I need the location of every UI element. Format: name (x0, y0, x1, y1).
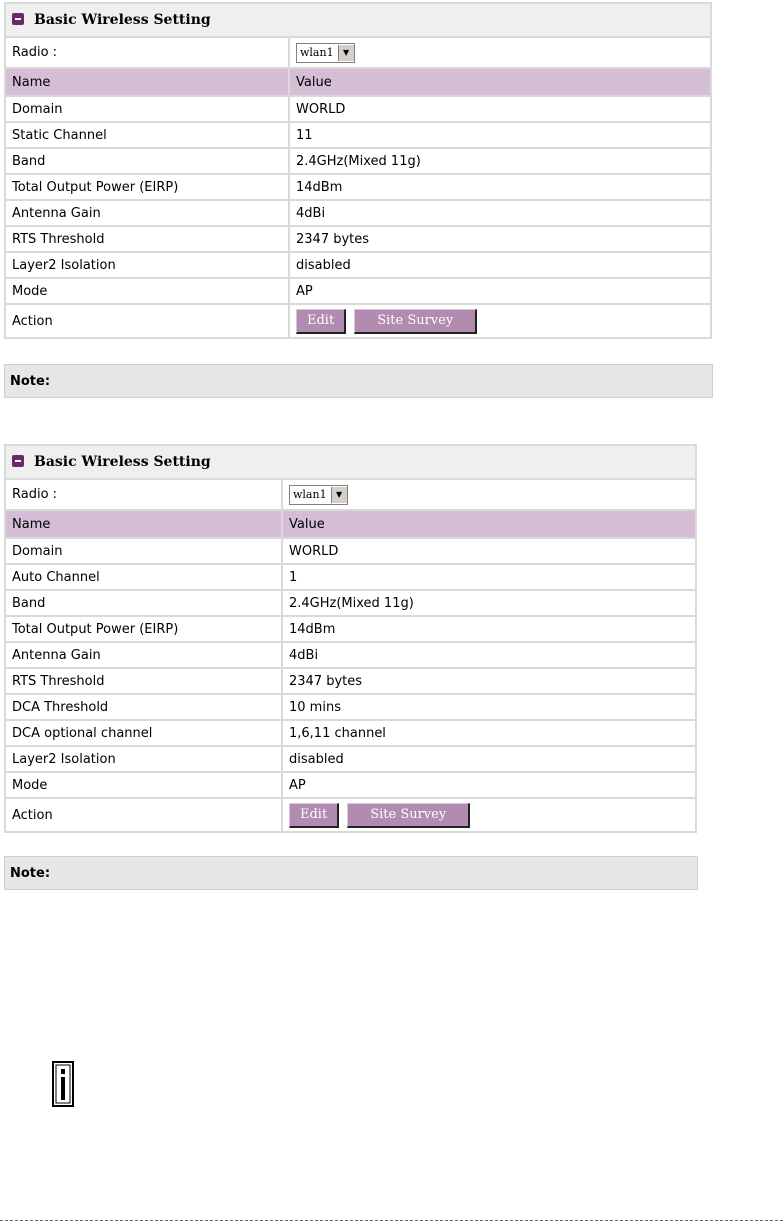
row-name: DCA optional channel (5, 720, 282, 746)
table-row (5, 746, 696, 772)
radio-select[interactable] (289, 485, 348, 505)
radio-value-cell (282, 479, 696, 510)
row-value: 2.4GHz(Mixed 11g) (289, 148, 711, 174)
row-value: 4dBi (282, 642, 696, 668)
table-row (5, 694, 696, 720)
table-row (5, 590, 696, 616)
row-name: Mode (5, 278, 289, 304)
row-name: Band (5, 148, 289, 174)
row-value: 2347 bytes (282, 668, 696, 694)
radio-select[interactable] (296, 43, 355, 63)
row-value: 4dBi (289, 200, 711, 226)
action-row (5, 304, 711, 338)
column-header-row (5, 68, 711, 96)
row-value: WORLD (282, 538, 696, 564)
radio-value-cell (289, 37, 711, 68)
table-row (5, 96, 711, 122)
table-row (5, 174, 711, 200)
panel-title: Basic Wireless Setting (34, 12, 211, 28)
value-header: Value (289, 68, 711, 96)
row-name: Mode (5, 772, 282, 798)
chevron-down-icon[interactable]: ▼ (338, 45, 354, 61)
row-name: Domain (5, 96, 289, 122)
panel-header (5, 445, 696, 479)
panel-title-cell (5, 445, 696, 479)
edit-button[interactable]: Edit (296, 309, 346, 334)
radio-row (5, 479, 696, 510)
row-value: AP (289, 278, 711, 304)
row-value: 2347 bytes (289, 226, 711, 252)
note-bar: Note: (4, 364, 713, 398)
row-value: 1 (282, 564, 696, 590)
row-name: Auto Channel (5, 564, 282, 590)
table-row (5, 668, 696, 694)
radio-label: Radio : (5, 37, 289, 68)
info-icon (51, 1060, 75, 1108)
row-value: 14dBm (289, 174, 711, 200)
row-name: Band (5, 590, 282, 616)
minus-square-icon[interactable] (12, 455, 24, 467)
site-survey-button[interactable]: Site Survey (354, 309, 477, 334)
row-value: disabled (282, 746, 696, 772)
row-value: 10 mins (282, 694, 696, 720)
action-cell (289, 304, 711, 338)
row-name: Antenna Gain (5, 200, 289, 226)
basic-wireless-panel-1 (4, 2, 712, 339)
row-name: Layer2 Isolation (5, 746, 282, 772)
action-label: Action (5, 304, 289, 338)
row-name: RTS Threshold (5, 226, 289, 252)
radio-row (5, 37, 711, 68)
basic-wireless-panel-2 (4, 444, 697, 833)
table-row (5, 772, 696, 798)
minus-square-icon[interactable] (12, 13, 24, 25)
site-survey-button[interactable]: Site Survey (347, 803, 470, 828)
table-row (5, 278, 711, 304)
radio-select-value: wlan1 (293, 488, 327, 501)
row-value: AP (282, 772, 696, 798)
value-header: Value (282, 510, 696, 538)
settings-table (4, 2, 712, 339)
name-header: Name (5, 68, 289, 96)
edit-button[interactable]: Edit (289, 803, 339, 828)
action-row (5, 798, 696, 832)
table-row (5, 538, 696, 564)
row-value: 11 (289, 122, 711, 148)
table-row (5, 122, 711, 148)
row-name: Total Output Power (EIRP) (5, 174, 289, 200)
table-row (5, 148, 711, 174)
chevron-down-icon[interactable]: ▼ (331, 487, 347, 503)
row-value: 14dBm (282, 616, 696, 642)
table-row (5, 564, 696, 590)
column-header-row (5, 510, 696, 538)
note-bar: Note: (4, 856, 698, 890)
settings-table (4, 444, 697, 833)
table-row (5, 720, 696, 746)
row-name: DCA Threshold (5, 694, 282, 720)
panel-header (5, 3, 711, 37)
table-row (5, 252, 711, 278)
row-name: Antenna Gain (5, 642, 282, 668)
row-value: 2.4GHz(Mixed 11g) (282, 590, 696, 616)
table-row (5, 616, 696, 642)
row-name: Layer2 Isolation (5, 252, 289, 278)
panel-title: Basic Wireless Setting (34, 454, 211, 470)
row-name: Static Channel (5, 122, 289, 148)
row-name: RTS Threshold (5, 668, 282, 694)
page-divider (0, 1220, 783, 1221)
table-row (5, 200, 711, 226)
table-row (5, 226, 711, 252)
panel-title-cell (5, 3, 711, 37)
action-label: Action (5, 798, 282, 832)
radio-select-value: wlan1 (300, 46, 334, 59)
row-value: WORLD (289, 96, 711, 122)
radio-label: Radio : (5, 479, 282, 510)
table-row (5, 642, 696, 668)
row-value: disabled (289, 252, 711, 278)
row-name: Total Output Power (EIRP) (5, 616, 282, 642)
name-header: Name (5, 510, 282, 538)
action-cell (282, 798, 696, 832)
row-value: 1,6,11 channel (282, 720, 696, 746)
row-name: Domain (5, 538, 282, 564)
